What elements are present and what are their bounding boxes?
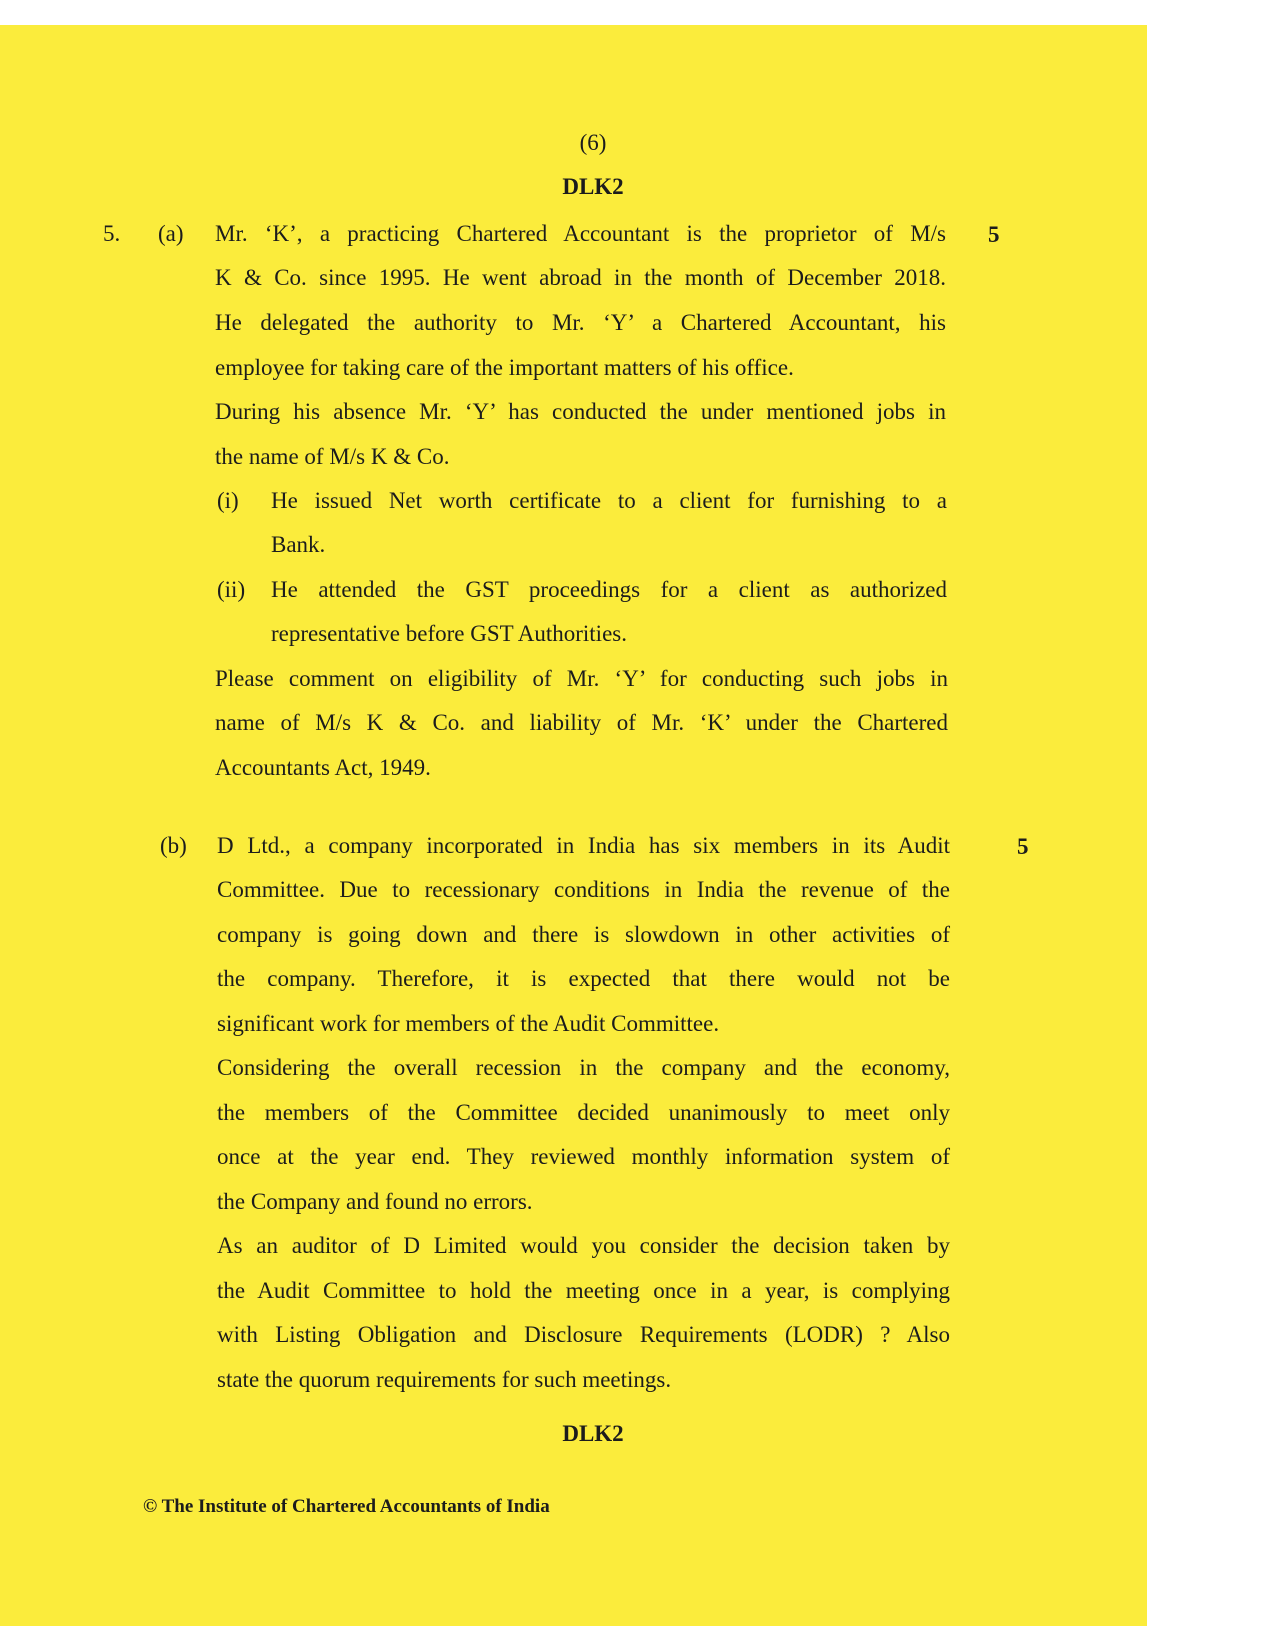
part-b-label: (b) [160, 833, 187, 858]
part-a-closing-line: Please comment on eligibility of Mr. ‘Y’ for conducting such jobs in [215, 666, 948, 691]
part-a-line: employee for taking care of the important matters of his office. [215, 355, 794, 380]
part-b-line: As an auditor of D Limited would you consider the decision taken by [217, 1233, 950, 1258]
part-a-marks: 5 [988, 222, 1000, 247]
part-b-line: company is going down and there is slowdown in other activities of [217, 922, 950, 947]
part-a-line: K & Co. since 1995. He went abroad in the month of December 2018. [215, 265, 946, 290]
part-a-line: the name of M/s K & Co. [215, 444, 450, 469]
part-a-closing-line: Accountants Act, 1949. [215, 755, 431, 780]
part-b-line: D Ltd., a company incorporated in India has six members in its Audit [217, 833, 950, 858]
part-b-marks: 5 [1017, 834, 1029, 859]
part-b-line: the Company and found no errors. [217, 1189, 533, 1214]
sub-item-line: Bank. [271, 532, 326, 557]
part-b-line: state the quorum requirements for such meetings. [217, 1367, 672, 1392]
part-b-line: significant work for members of the Audit Committee. [217, 1011, 720, 1036]
sub-item-label: (ii) [217, 577, 246, 602]
part-a-line: During his absence Mr. ‘Y’ has conducted the under mentioned jobs in [215, 399, 946, 424]
paper-code-footer: DLK2 [562, 1421, 624, 1446]
part-b-line: the Audit Committee to hold the meeting once in a year, is complying [217, 1278, 950, 1303]
part-b-line: Considering the overall recession in the company and the economy, [217, 1055, 950, 1080]
sub-item-label: (i) [217, 488, 239, 513]
sub-item-line: He attended the GST proceedings for a client as authorized [271, 577, 947, 602]
part-b-line: with Listing Obligation and Disclosure Requirements (LODR) ? Also [217, 1322, 950, 1347]
part-b-line: the members of the Committee decided unanimously to meet only [217, 1100, 950, 1125]
part-b-line: the company. Therefore, it is expected that there would not be [217, 966, 950, 991]
part-a-line: He delegated the authority to Mr. ‘Y’ a Chartered Accountant, his [215, 310, 946, 335]
question-number: 5. [103, 221, 121, 246]
paper-code-header: DLK2 [562, 174, 624, 199]
part-b-line: Committee. Due to recessionary conditions in India the revenue of the [217, 877, 950, 902]
part-a-label: (a) [158, 221, 184, 246]
sub-item-line: representative before GST Authorities. [271, 621, 627, 646]
page-number: (6) [579, 130, 607, 155]
part-a-line: Mr. ‘K’, a practicing Chartered Accountant is the proprietor of M/s [215, 221, 946, 246]
sub-item-line: He issued Net worth certificate to a client for furnishing to a [271, 488, 947, 513]
part-b-line: once at the year end. They reviewed monthly information system of [217, 1144, 950, 1169]
copyright-notice: © The Institute of Chartered Accountants of India [143, 1496, 550, 1517]
part-a-closing-line: name of M/s K & Co. and liability of Mr. ‘K’ under the Chartered [215, 710, 948, 735]
